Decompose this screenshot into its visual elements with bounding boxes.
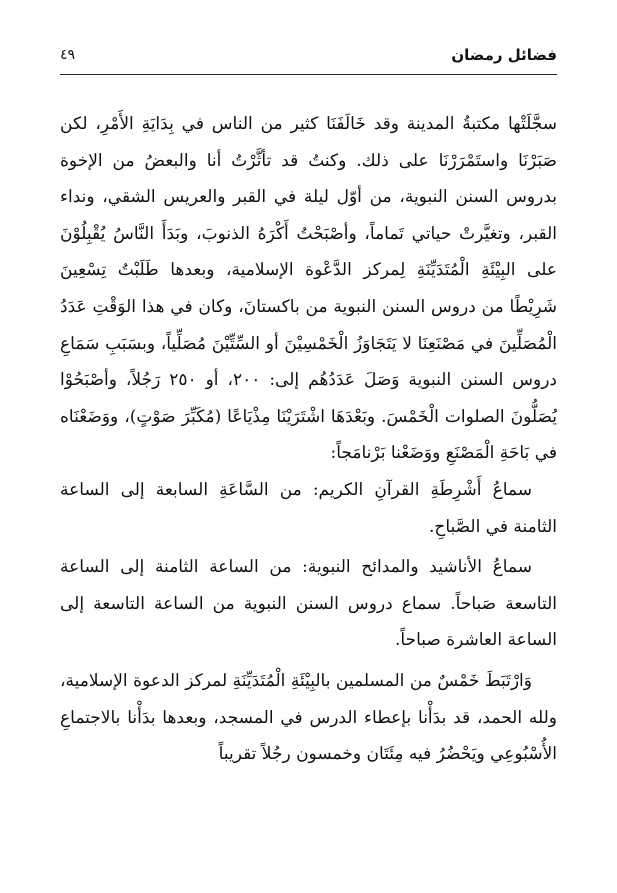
header-divider [60,74,557,75]
page-header [60,40,557,68]
paragraph-4: وَارْتَبَطَ خَمْسٌ من المسلمين بالبِيْئَةِ الْمُتَدَيِّنَةِ لمركز الدعوة الإسلامية، ولله الحمد، قد بدَأْنا بإعطاء الدرس في المسجد، وبعدها بدَأْنا بالاجتماعِ الأُسْبُوعِي ويَحْضُرُ فيه مِئَتَان وخمسون رجُلاً تقريباً [60,670,557,765]
page-number: ٤٩ [60,47,76,63]
paragraph-3: سماعُ الأناشيد والمدائح النبوية: من الساعة الثامنة إلى الساعة التاسعة صَباحاً. سماع دروس السنن النبوية من الساعة التاسعة إلى الساعة العاشرة صباحاً. [60,557,557,651]
book-title: فضائل رمضان [451,46,557,64]
paragraph-1: سجَّلَتْها مكتبةُ المدينة وقد خَالَفَنَا كثير من الناس في بِدَايَةِ الأَمْرِ، لكن صَبَرْنَا واستَمْرَرْنَا على ذلك. وكنتُ قد تأثَّرْتُ أنا والبعضُ من الإخوة بدروس السنن النبوية، من أوّل ليلة في القبر والعريس الشقي، ونداء القبر، وتغيَّرتْ حياتي تَماماً، وأصْبَحْتُ أَكْرَهُ الذنوبَ، وبَدَأَ النَّاسُ يُقْبِلُوْنَ على البِيْئَةِ الْمُتَدَيِّنَةِ لِمركز الدَّعْوة الإسلامية، وبعدها طَلَبْتُ تِسْعِينَ شَرِيْطًا من دروس السنن النبوية من باكستانَ، وكان في هذا الوَقْتِ عَدَدُ الْمُصَلِّينَ في مَصْنَعِنَا لا يَتَجَاوَزُ الْخَمْسِيْنَ أو السِّتِّيْنَ مُصَلِّياً، وبسَبَبِ سَمَاعِ دروس السنن النبوية وَصَلَ عَدَدُهُم إلى: ٢٠٠، أو ٢٥٠ رَجُلاً، وأصْبَحُوْا يُصَلُّونَ الصلوات الْخَمْسَ. وبَعْدَهَا اشْتَرَيْنَا مِذْيَاعًا (مُكَبِّرَ صَوْتٍ)، ووَضَعْنَاه في بَاحَةِ الْمَصْنَعِ ووَضَعْنا بَرْنامَجاً: [60,114,557,464]
paragraph-2: سماعُ أَشْرِطَةِ القرآنِ الكريم: من السَّاعَةِ السابعة إلى الساعة الثامنة في الصَّباحِ. [60,479,557,537]
page-body [60,106,557,773]
